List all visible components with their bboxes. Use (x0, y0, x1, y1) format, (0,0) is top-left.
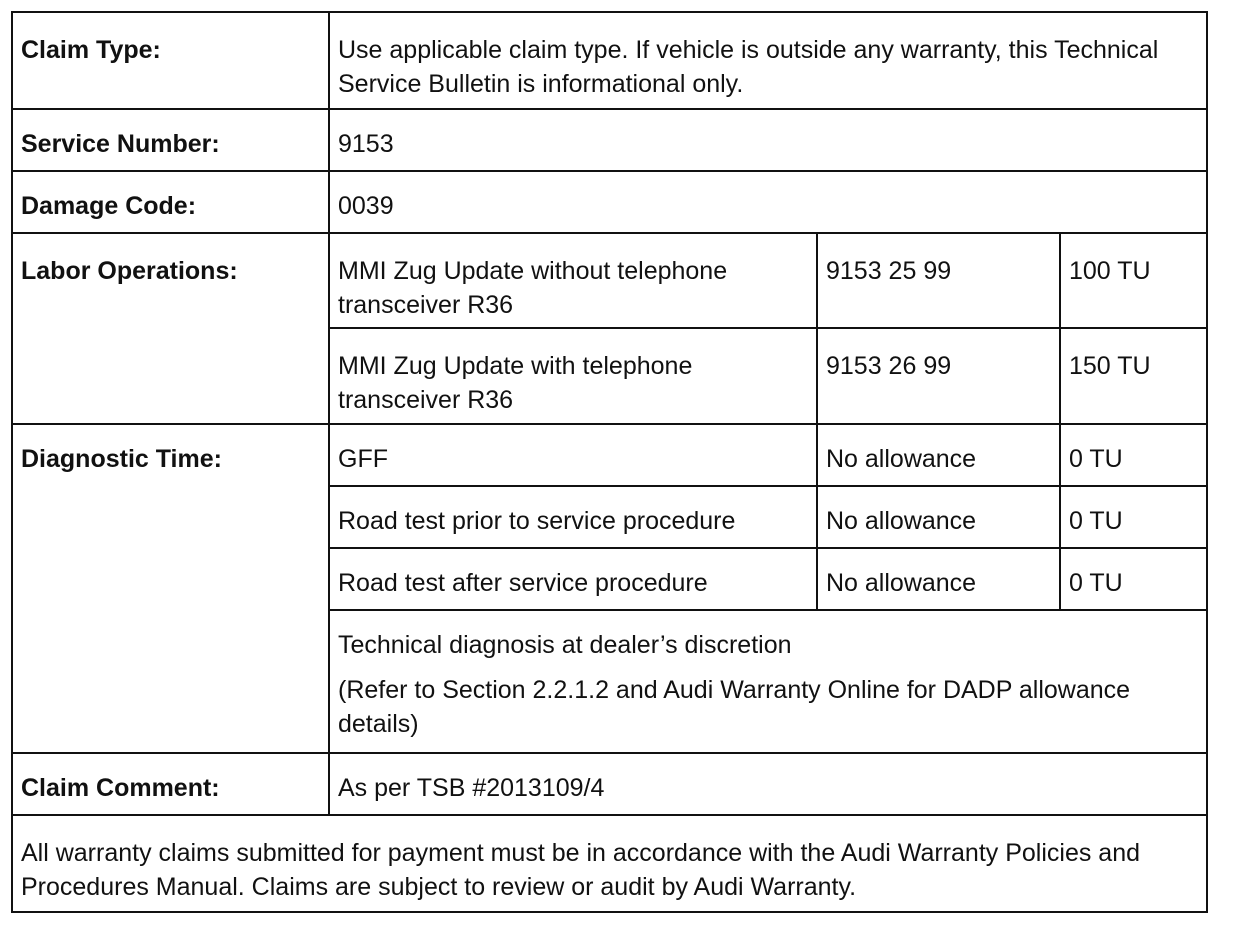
diagnostic-note-cell (329, 610, 1207, 753)
diagnostic-time-value: 0 TU (1060, 424, 1207, 486)
labor-operation-code: 9153 25 99 (817, 233, 1060, 328)
claim-comment-label: Claim Comment: (12, 753, 329, 815)
warranty-claim-table (11, 11, 1208, 913)
diagnostic-allowance: No allowance (817, 424, 1060, 486)
footer-text: All warranty claims submitted for payment must be in accordance with the Audi Warranty Policies and Procedures Manual. Claims are subject to review or audit by Audi Warranty. (12, 815, 1207, 912)
labor-operation-code: 9153 26 99 (817, 328, 1060, 424)
diagnostic-allowance: No allowance (817, 548, 1060, 610)
labor-operations-label: Labor Operations: (12, 233, 329, 424)
diagnostic-note-line1: Technical diagnosis at dealer’s discretion (338, 631, 792, 659)
diagnostic-allowance: No allowance (817, 486, 1060, 548)
service-number-label: Service Number: (12, 109, 329, 171)
diagnostic-note-line2: (Refer to Section 2.2.1.2 and Audi Warranty Online for DADP allowance details) (338, 676, 1131, 738)
claim-type-value: Use applicable claim type. If vehicle is outside any warranty, this Technical Service Bulletin is informational only. (329, 12, 1207, 109)
service-number-row (12, 109, 1207, 171)
labor-operation-time: 100 TU (1060, 233, 1207, 328)
damage-code-row (12, 171, 1207, 233)
labor-operation-description: MMI Zug Update without telephone transceiver R36 (329, 233, 817, 328)
claim-comment-row (12, 753, 1207, 815)
diagnostic-time-value: 0 TU (1060, 548, 1207, 610)
footer-row (12, 815, 1207, 912)
claim-type-row (12, 12, 1207, 109)
service-number-value: 9153 (329, 109, 1207, 171)
diagnostic-description: Road test prior to service procedure (329, 486, 817, 548)
diagnostic-time-row (12, 424, 1207, 486)
diagnostic-description: GFF (329, 424, 817, 486)
claim-comment-value: As per TSB #2013109/4 (329, 753, 1207, 815)
diagnostic-time-value: 0 TU (1060, 486, 1207, 548)
damage-code-value: 0039 (329, 171, 1207, 233)
labor-operation-row (12, 233, 1207, 328)
labor-operation-description: MMI Zug Update with telephone transceiver R36 (329, 328, 817, 424)
claim-type-label: Claim Type: (12, 12, 329, 109)
diagnostic-time-label: Diagnostic Time: (12, 424, 329, 753)
damage-code-label: Damage Code: (12, 171, 329, 233)
labor-operation-time: 150 TU (1060, 328, 1207, 424)
diagnostic-description: Road test after service procedure (329, 548, 817, 610)
